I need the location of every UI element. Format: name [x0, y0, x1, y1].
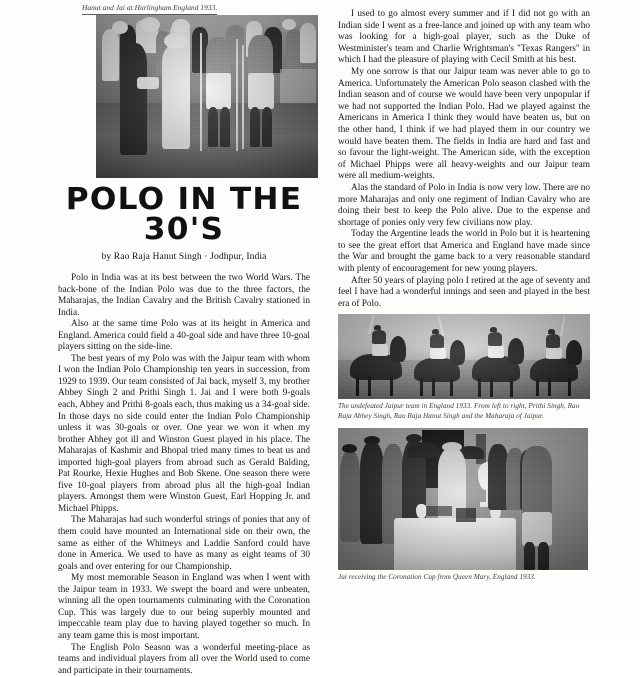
right-column-body [338, 9, 590, 310]
paragraph: Polo in India was at its best between the two World Wars. The back-bone of the Indian Polo was due to the three factors, the Maharajas, the Indian Cavalry and the British Cavalry stationed in India. [58, 273, 310, 319]
page-byline: by Rao Raja Hanut Singh · Jodhpur, India [58, 251, 310, 262]
paragraph: Also at the same time Polo was at its height in America and England. America could field a 40-goal side and have three 10-goal players sitting on the side-line. [58, 319, 310, 354]
page-title: POLO IN THE 30'S [53, 185, 315, 245]
right-column [338, 0, 590, 640]
left-column [58, 0, 310, 640]
paragraph: My one sorrow is that our Jaipur team was never able to go to America. Unfortunately the American Polo season clashed with the Indian season and of course we would have been very unpopular if we had not supported the Indian Polo. Had we played against the Americans in America I think they would have beaten us, but on the other hand, I think if we had played them in our country we would have beaten them. The fields in India are hard and fast and so favour the light-weight. The American side, with the exception of Michael Phipps were all heavy-weights and our Jaipur team were all medium-weights. [338, 67, 590, 183]
photo-vignette [338, 314, 590, 399]
paragraph: The English Polo Season was a wonderful meeting-place as teams and individual players from all over the World used to come and participate in their tournaments. [58, 643, 310, 677]
left-column-body [58, 273, 310, 677]
photo-vignette [96, 15, 318, 178]
photo-team-caption: The undefeated Jaipur team in England 1933. From left to right, Prithi Singh, Rao Raja Abhey Singh, Rao Raja Hanut Singh and the Maharaja of Jaipur. [338, 402, 588, 421]
paragraph: Today the Argentine leads the world in Polo but it is heartening to see the great effort that America and England have made since the War and brought the game back to a very reasonable standard with plenty of encouragement for new young players. [338, 229, 590, 275]
paragraph: After 50 years of playing polo I retired at the age of seventy and feel I have had a wonderful innings and seen and played in the best era of Polo. [338, 276, 590, 311]
photo-cup-caption: Jai receiving the Coronation Cup from Queen Mary, England 1933. [338, 573, 588, 583]
paragraph: The Maharajas had such wonderful strings of ponies that any of them could have mounted an International side on their own, the same as either of the Whitneys and Laddie Sanford could have done in America. We used to have as many as eight teams of 30 goals and over entering for our Championship. [58, 515, 310, 573]
photo-hanut-and-jai-hurlingham [96, 15, 318, 178]
paragraph: My most memorable Season in England was when I went with the Jaipur team in 1933. We swept the board and were unbeaten, winning all the open tournaments culminating with the Coronation Cup. This was largely due to our being superbly mounted and impeccable team play due to having played together so much. In any team game this is most important. [58, 573, 310, 642]
photo-vignette [338, 428, 588, 570]
paragraph: I used to go almost every summer and if I did not go with an Indian side I went as a free-lance and joined up with any team who was looking for a high-goal player, such as the Duke of Westminister's team and Charlie Wrightsman's "Texas Rangers" in which I had the pleasure of playing with Cecil Smith at his best. [338, 9, 590, 67]
photo-undefeated-jaipur-team [338, 314, 590, 399]
paragraph: The best years of my Polo was with the Jaipur team with whom I won the Indian Polo Championship ten years in succession, from 1929 to 1939. Our team consisted of Jai back, myself 3, my brother Abbey Singh 2 and Prithi Singh 1. Jai and I were both 9-goals each, Abhey and Prithi 8-goals each, thus making us a 34-goal side. In those days no side could enter the Indian Polo Championship unless it was 30-goals or over. One year we won it when my brother Abhey got ill and Winston Guest played in his place. The Maharajas of Kashmir and Bhopal tried many times to beat us and imported high-goal players from abroad such as Gerald Balding, Pat Rourke, Hexie Hughes and Bob Skene. One season there were five 10-goal players from abroad plus all the high-goal Indian players. Amongst them were Winston Guest, Earl Hopping Jr. and Michael Phipps. [58, 354, 310, 516]
paragraph: Alas the standard of Polo in India is now very low. There are no more Maharajas and only one regiment of Indian Cavalry who are doing their best to keep the Polo alive. Due to the expense and shortage of ponies only very few civilians now play. [338, 183, 590, 229]
photo-top-caption: Hanut and Jai at Hurlingham England 1933. [82, 3, 217, 15]
photo-jai-receiving-coronation-cup [338, 428, 588, 570]
